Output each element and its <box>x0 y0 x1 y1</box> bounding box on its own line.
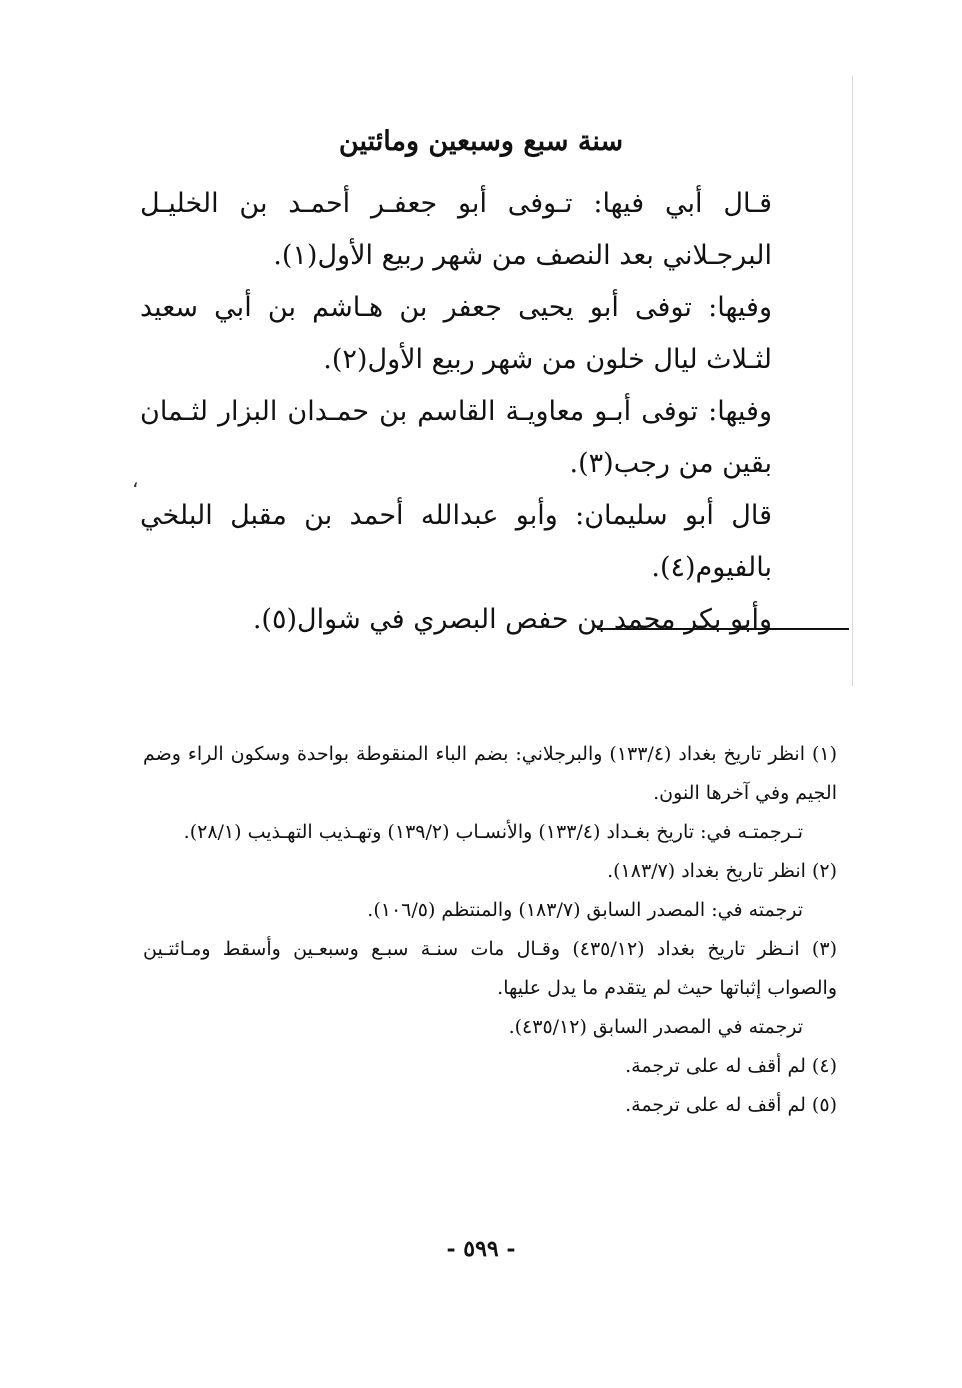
footnote: (٣) انـظر تاريخ بغداد (٤٣٥/١٢) وقـال مات سنـة سبـع وسبعـين وأسقط ومـائتـين والصواب إثباتها حيث لم يتقدم ما يدل عليها. <box>143 938 837 999</box>
footnotes <box>143 735 837 1125</box>
section-title: سنة سبع وسبعين ومائتين <box>338 126 624 157</box>
main-text <box>140 178 832 646</box>
body-paragraph: قـال أبي فيها: تـوفى أبو جعفـر أحمـد بن الخليـل البرجـلاني بعد النصف من شهر ربيع الأول(١). <box>140 188 772 271</box>
body-paragraph: وفيها: توفى أبو يحيى جعفر بن هـاشم بن أبي سعيد لثـلاث ليال خلون من شهر ربيع الأول(٢). <box>140 292 772 375</box>
footnote-bio: تـرجمتـه في: تاريخ بغـداد (١٣٣/٤) والأنسـاب (١٣٩/٢) وتهـذيب التهـذيب (٢٨/١). <box>183 821 803 843</box>
body-paragraph: وأبو بكر محمد بن حفص البصري في شوال(٥). <box>252 604 772 635</box>
footnote: (٥) لم أقف له على ترجمة. <box>625 1094 837 1116</box>
footnote: (٢) انظر تاريخ بغداد (١٨٣/٧). <box>607 860 837 882</box>
stray-mark: ، <box>132 468 139 492</box>
footnote: (١) انظر تاريخ بغداد (١٣٣/٤) والبرجلاني: بضم الباء المنقوطة بواحدة وسكون الراء وضم الجيم وفي آخرها النون. <box>143 743 837 804</box>
footnote-bio: ترجمته في المصدر السابق (٤٣٥/١٢). <box>508 1016 803 1038</box>
footnote-bio: ترجمته في: المصدر السابق (١٨٣/٧) والمنتظم (١٠٦/٥). <box>367 899 803 921</box>
footnote: (٤) لم أقف له على ترجمة. <box>625 1055 837 1077</box>
body-paragraph: قال أبو سليمان: وأبو عبدالله أحمد بن مقبل البلخي بالفيوم(٤). <box>140 500 772 583</box>
scan-margin-line <box>852 76 853 686</box>
page-number: - ٥٩٩ - <box>446 1236 516 1262</box>
footnote-separator <box>597 628 849 630</box>
body-paragraph: وفيها: توفى أبـو معاويـة القاسم بن حمـدان البزار لثـمان بقين من رجب(٣). <box>140 396 772 479</box>
